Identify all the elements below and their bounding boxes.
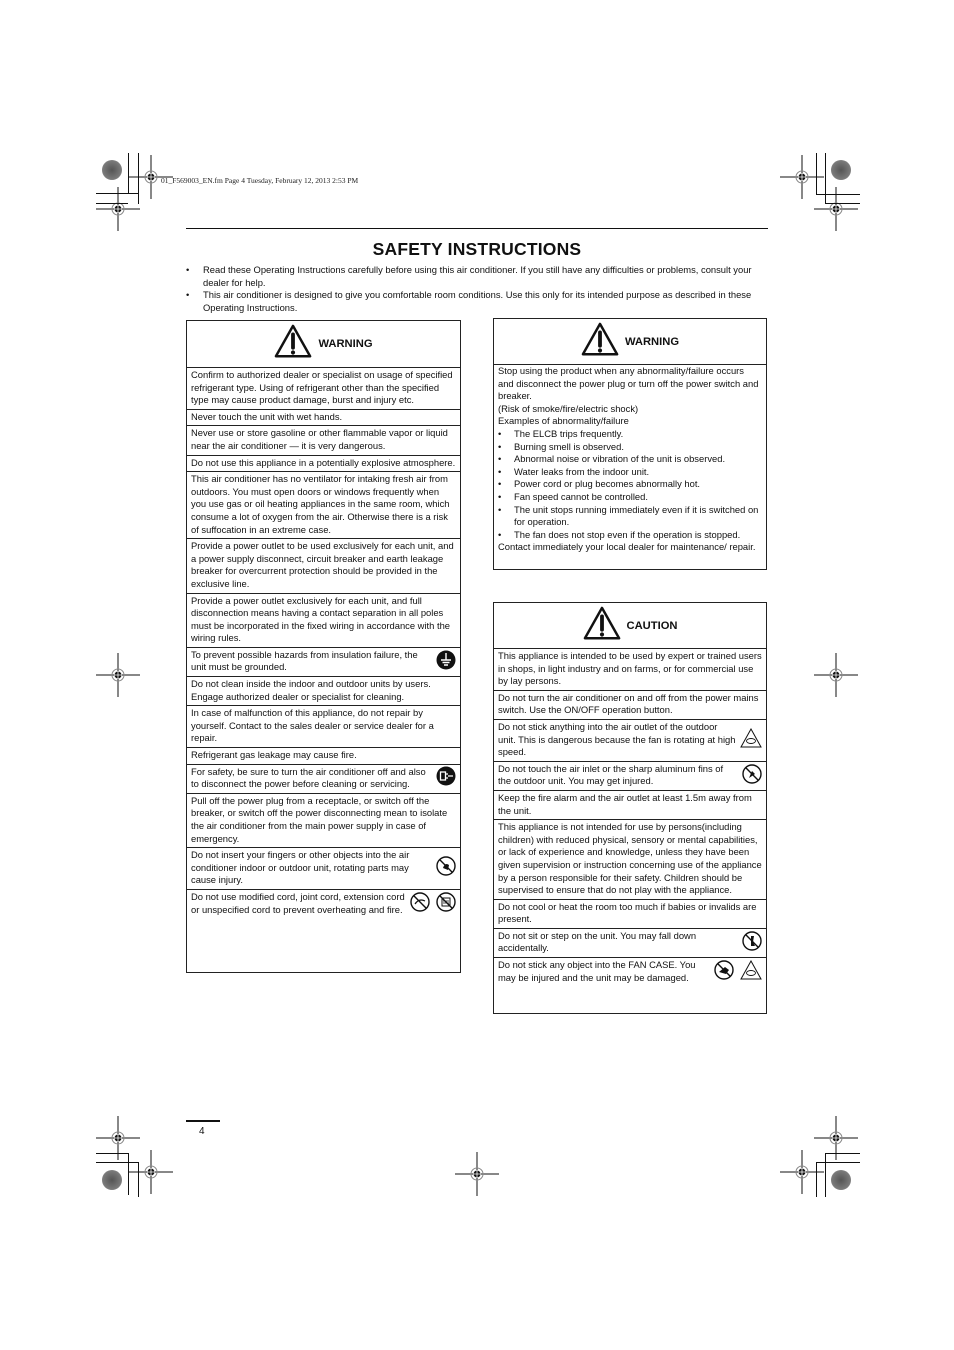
safety-icons	[436, 856, 456, 880]
no-touch-icon	[742, 764, 762, 788]
color-disc-mark	[102, 1170, 122, 1190]
abnormality-item	[498, 441, 762, 454]
crop-line	[138, 153, 139, 204]
safety-text: This appliance is intended to be used by expert or trained users in shops, in light industry and on farms, or for commercial use by lay persons.	[498, 650, 762, 687]
safety-row	[494, 761, 766, 790]
safety-text: This appliance is not intended for use by persons(including children) with reduced physical, sensory or mental capabilities, or lack of experience and knowledge, unless they have been given supervision or instruction concerning use of the appliance by a person responsible for their safety. Children should be supervised to ensure that do not play with the appliance.	[498, 821, 762, 896]
safety-row	[187, 455, 460, 472]
safety-text: Do not clean inside the indoor and outdoor units by users. Engage authorized dealer or specialist for cleaning.	[191, 678, 431, 702]
safety-row	[187, 538, 460, 592]
crop-line	[128, 153, 129, 194]
bullet: •	[498, 490, 502, 502]
lead-text: (Risk of smoke/fire/electric shock)	[498, 402, 639, 414]
safety-icons	[714, 960, 762, 984]
safety-row	[187, 747, 460, 764]
crop-line	[138, 1162, 139, 1197]
caution-box	[493, 602, 767, 1014]
left-warning-box	[186, 320, 461, 973]
safety-row	[187, 676, 460, 705]
no-extension-cord-icon	[436, 892, 456, 916]
bullet: •	[186, 264, 190, 275]
abnormality-item	[498, 504, 762, 529]
safety-text: Do not stick anything into the air outlet of the outdoor unit. This is dangerous because the fan is rotating at high speed.	[498, 720, 736, 758]
safety-text: This air conditioner has no ventilator for intaking fresh air from outdoors. You must open doors or windows frequently when you use gas or oil heating appliances in the same room, which consume a lot of oxygen from the air. Otherwise there is a risk of suffocation in an extreme case.	[191, 473, 450, 535]
safety-text: Never touch the unit with wet hands.	[191, 410, 343, 422]
bullet: •	[498, 453, 502, 465]
rotating-fan-warning-icon	[740, 960, 762, 984]
crosshair-mark	[96, 653, 140, 702]
safety-row	[187, 705, 460, 747]
crosshair-mark	[96, 187, 140, 236]
crop-line	[816, 194, 860, 195]
safety-row	[494, 957, 766, 986]
crop-line	[96, 193, 138, 194]
crosshair-mark	[455, 1152, 499, 1201]
bullet: •	[498, 528, 502, 540]
crop-line	[825, 153, 826, 204]
abnormality-text: The fan does not stop even if the operation is stopped.	[514, 528, 741, 540]
no-fingers-icon	[436, 856, 456, 880]
crop-line	[96, 1162, 138, 1163]
safety-row	[494, 649, 766, 690]
safety-icons	[436, 766, 456, 790]
caution-rows	[494, 649, 766, 986]
safety-text: Do not touch the air inlet or the sharp aluminum fins of the outdoor unit. You may get injured.	[498, 762, 724, 787]
abnormality-item	[498, 428, 762, 441]
safety-row	[187, 593, 460, 647]
safety-row	[494, 790, 766, 819]
warning-header	[187, 321, 460, 368]
safety-text: Do not use modified cord, joint cord, extension cord or unspecified cord to prevent overheating and fire.	[191, 890, 405, 915]
warning-triangle-icon	[581, 322, 619, 361]
safety-row	[187, 889, 460, 918]
safety-icons	[742, 931, 762, 955]
ground-icon	[436, 650, 456, 674]
safety-text: To prevent possible hazards from insulation failure, the unit must be grounded.	[191, 648, 418, 673]
page-number: 4	[199, 1126, 205, 1137]
crosshair-mark	[814, 653, 858, 702]
bullet: •	[498, 465, 502, 477]
warning-label: WARNING	[624, 335, 680, 348]
no-step-icon	[742, 931, 762, 955]
safety-text: For safety, be sure to turn the air conditioner off and also to disconnect the power before cleaning or servicing.	[191, 765, 426, 790]
crop-line	[826, 203, 860, 204]
intro-text: This air conditioner is designed to give you comfortable room conditions. Use this only for its intended purpose as described in these Operating Instructions.	[203, 289, 752, 313]
safety-icons	[740, 728, 762, 752]
bullet: •	[498, 478, 502, 490]
crop-line	[816, 153, 817, 195]
safety-row	[494, 690, 766, 719]
page-number-rule	[186, 1120, 220, 1122]
file-info-header: 01_F569003_EN.fm Page 4 Tuesday, February 12, 2013 2:53 PM	[161, 176, 359, 185]
abnormality-item	[498, 529, 762, 542]
safety-text: Provide a power outlet exclusively for each unit, and full disconnection means having a contact separation in all poles must be incorporated in the fixed wiring in accordance with the wiring rules.	[191, 594, 450, 644]
abnormality-text: The unit stops running immediately even if it is switched on for operation.	[514, 503, 759, 528]
bullet: •	[498, 440, 502, 452]
lead-text: Examples of abnormality/failure	[498, 415, 629, 427]
bullet: •	[186, 289, 190, 301]
safety-text: Do not stick any object into the FAN CASE. You may be injured and the unit may be damaged.	[498, 959, 696, 983]
safety-text: Do not turn the air conditioner on and off from the power mains switch. Use the ON/OFF operation button.	[498, 691, 759, 716]
abnormality-item	[498, 478, 762, 491]
safety-text: Do not sit or step on the unit. You may fall down accidentally.	[498, 929, 697, 954]
crop-line	[825, 1153, 826, 1197]
warning-header	[494, 319, 766, 365]
lead-text: Stop using the product when any abnormality/failure occurs and disconnect the power plug or turn off the power switch and breaker.	[498, 365, 759, 402]
color-disc-mark	[102, 160, 122, 180]
bullet: •	[498, 427, 502, 439]
no-insert-icon	[714, 960, 734, 984]
crosshair-mark	[129, 1150, 173, 1199]
safety-row	[187, 368, 460, 409]
caution-label: CAUTION	[626, 619, 678, 632]
abnormality-text: Abnormal noise or vibration of the unit is observed.	[514, 453, 726, 465]
intro-text: Read these Operating Instructions carefully before using this air conditioner. If you still have any difficulties or problems, consult your dealer for help.	[203, 264, 752, 288]
safety-row	[187, 764, 460, 793]
safety-row	[494, 928, 766, 957]
crosshair-mark	[780, 1150, 824, 1199]
top-rule	[186, 228, 768, 229]
page-title: SAFETY INSTRUCTIONS	[372, 239, 582, 259]
safety-row	[187, 847, 460, 889]
safety-text: Confirm to authorized dealer or specialist on usage of specified refrigerant type. Using of refrigerant other than the specified type may cause product damage, burst and injury etc.	[191, 369, 453, 406]
abnormality-item	[498, 466, 762, 479]
safety-text: Pull off the power plug from a receptacle, or switch off the breaker, or switch off the power disconnecting mean to isolate the air conditioner from the main power supply in case of emergency.	[191, 794, 448, 844]
safety-row	[187, 409, 460, 426]
warning-triangle-icon	[274, 324, 312, 363]
safety-row	[187, 647, 460, 676]
safety-icons	[410, 892, 456, 916]
intro-list	[186, 264, 768, 314]
warning-rows	[187, 368, 460, 918]
safety-text: Do not insert your fingers or other objects into the air conditioner indoor or outdoor unit, rotating parts may cause injury.	[191, 849, 410, 886]
rotating-fan-warning-icon	[740, 728, 762, 752]
safety-text: Do not cool or heat the room too much if babies or invalids are present.	[498, 900, 757, 925]
abnormality-content	[494, 365, 766, 554]
safety-text: Keep the fire alarm and the air outlet at least 1.5m away from the unit.	[498, 791, 752, 816]
crop-line	[96, 203, 128, 204]
safety-row	[187, 471, 460, 538]
color-disc-mark	[831, 160, 851, 180]
bullet: •	[498, 503, 502, 515]
crop-line	[816, 1162, 860, 1163]
warning-label: WARNING	[318, 338, 373, 350]
crop-line	[825, 1153, 860, 1154]
safety-row	[494, 899, 766, 928]
safety-row	[494, 719, 766, 761]
abnormality-examples	[498, 428, 762, 541]
crop-line	[128, 1153, 129, 1195]
abnormality-text: Fan speed cannot be controlled.	[514, 490, 648, 502]
right-warning-box	[493, 318, 767, 570]
unplug-icon	[436, 766, 456, 790]
safety-text: Refrigerant gas leakage may cause fire.	[191, 749, 357, 761]
safety-text: Never use or store gasoline or other flammable vapor or liquid near the air conditioner — it is very dangerous.	[191, 427, 448, 451]
crop-line	[816, 1162, 817, 1197]
color-disc-mark	[831, 1170, 851, 1190]
safety-text: In case of malfunction of this appliance, do not repair by yourself. Contact to the sales dealer or service dealer for a repair.	[191, 707, 434, 744]
safety-icons	[742, 764, 762, 788]
safety-row	[187, 425, 460, 454]
safety-icons	[436, 650, 456, 674]
caution-header	[494, 603, 766, 649]
safety-row	[187, 793, 460, 847]
intro-item	[186, 264, 768, 289]
abnormality-text: Power cord or plug becomes abnormally hot.	[514, 478, 701, 490]
warning-triangle-icon	[583, 606, 621, 645]
abnormality-item	[498, 453, 762, 466]
no-modified-cord-icon	[410, 892, 430, 916]
abnormality-text: Burning smell is observed.	[514, 440, 624, 452]
abnormality-text: Water leaks from the indoor unit.	[514, 465, 650, 477]
contact-dealer-text: Contact immediately your local dealer for maintenance/ repair.	[498, 541, 756, 553]
safety-text: Do not use this appliance in a potentially explosive atmosphere.	[191, 456, 456, 468]
safety-text: Provide a power outlet to be used exclusively for each unit, and a power supply disconnect, circuit breaker and earth leakage breaker for overcurrent protection should be provided in the exclusive line.	[191, 540, 454, 589]
crop-line	[96, 1153, 128, 1154]
safety-row	[494, 819, 766, 899]
abnormality-text: The ELCB trips frequently.	[514, 427, 624, 439]
intro-item	[186, 289, 768, 314]
abnormality-item	[498, 491, 762, 504]
